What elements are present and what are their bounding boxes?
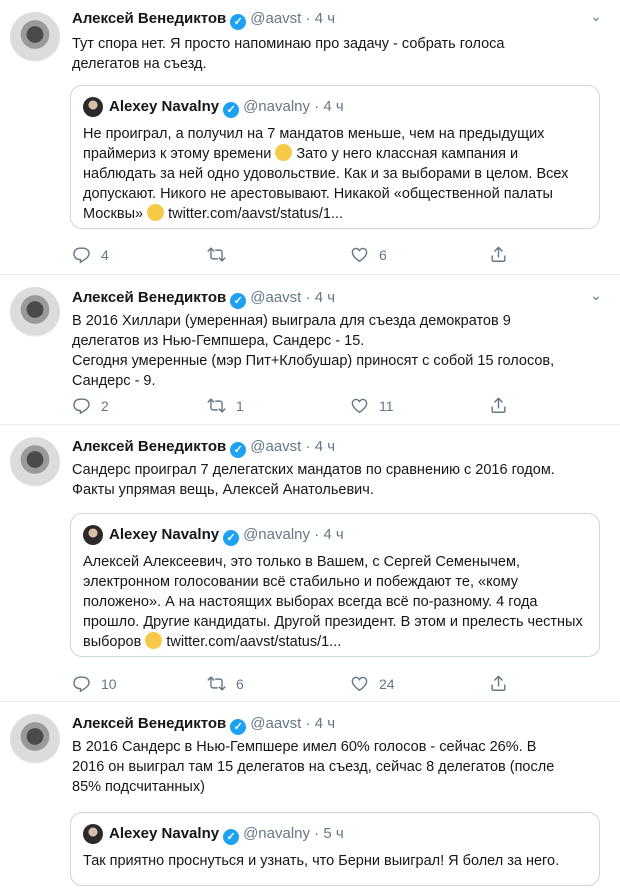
retweet-button[interactable] bbox=[207, 396, 244, 415]
timestamp: 4 ч bbox=[323, 98, 344, 115]
quoted-tweet-header bbox=[109, 825, 344, 845]
timestamp[interactable]: 4 ч bbox=[314, 438, 336, 455]
retweet-icon bbox=[207, 245, 226, 264]
quoted-text-part: Не проиграл, а получил на 7 мандатов меньше, чем на предыдущих праймериз к этому времени bbox=[83, 126, 545, 162]
tweet[interactable] bbox=[0, 425, 620, 701]
tweet-text: Сандерс проиграл 7 делегатских мандатов по сравнению с 2016 годом. Факты упрямая вещь, Алексей Анатольевич. bbox=[72, 462, 555, 498]
retweet-count: 1 bbox=[236, 397, 244, 414]
tweet-text: Тут спора нет. Я просто напоминаю про задачу - собрать голоса делегатов на съезд. bbox=[72, 36, 505, 72]
share-button[interactable] bbox=[489, 674, 508, 693]
tweet[interactable] bbox=[0, 0, 620, 274]
retweet-icon bbox=[207, 396, 226, 415]
quoted-text-part: Зато у него классная кампания и наблюдать за ней одно удовольствие. Как и за выборами в целом. Всех допускают. Никого не арестовывают. Никакой «общественной палаты Москвы» bbox=[83, 146, 569, 222]
quoted-tweet-header bbox=[109, 98, 344, 118]
verified-icon: ✓ bbox=[230, 442, 246, 458]
tweet[interactable] bbox=[0, 275, 620, 425]
author-name[interactable]: Алексей Венедиктов bbox=[72, 438, 227, 455]
tweet-header bbox=[72, 715, 335, 735]
author-name[interactable]: Алексей Венедиктов bbox=[72, 289, 227, 306]
author-name: Alexey Navalny bbox=[109, 98, 220, 115]
share-icon bbox=[489, 245, 508, 264]
quoted-tweet-header bbox=[109, 526, 344, 546]
share-icon bbox=[489, 396, 508, 415]
avatar[interactable] bbox=[10, 12, 60, 62]
like-count: 11 bbox=[379, 397, 394, 414]
tweet-header bbox=[72, 10, 335, 30]
quoted-tweet-text bbox=[83, 124, 583, 224]
heart-icon bbox=[350, 396, 369, 415]
dot-separator: · bbox=[314, 98, 320, 115]
reply-icon bbox=[72, 396, 91, 415]
avatar bbox=[83, 97, 103, 117]
reply-icon bbox=[72, 245, 91, 264]
avatar[interactable] bbox=[10, 287, 60, 337]
share-icon bbox=[489, 674, 508, 693]
winking-face-emoji-icon bbox=[145, 632, 162, 649]
author-name: Alexey Navalny bbox=[109, 825, 220, 842]
quoted-tweet[interactable] bbox=[70, 85, 600, 229]
tweet-text: В 2016 Хиллари (умеренная) выиграла для съезда демократов 9 делегатов из Нью-Гемпшера, Сандерс - 15. Сегодня умеренные (мэр Пит+Клобушар) приносят с собой 15 голосов, Сандерс - 9. bbox=[72, 313, 555, 389]
avatar[interactable] bbox=[10, 437, 60, 487]
author-handle[interactable]: @aavst bbox=[250, 289, 302, 306]
share-button[interactable] bbox=[489, 396, 508, 415]
avatar bbox=[83, 525, 103, 545]
share-button[interactable] bbox=[489, 245, 508, 264]
verified-icon: ✓ bbox=[223, 102, 239, 118]
author-handle: @navalny bbox=[243, 825, 311, 842]
tweet-actions bbox=[72, 245, 532, 265]
dot-separator: · bbox=[314, 825, 320, 842]
author-name[interactable]: Алексей Венедиктов bbox=[72, 715, 227, 732]
reply-count: 2 bbox=[101, 397, 109, 414]
tweet-header bbox=[72, 289, 335, 309]
like-button[interactable] bbox=[350, 674, 395, 693]
verified-icon: ✓ bbox=[230, 14, 246, 30]
retweet-button[interactable] bbox=[207, 245, 236, 264]
dot-separator: · bbox=[314, 526, 320, 543]
retweet-button[interactable] bbox=[207, 674, 244, 693]
verified-icon: ✓ bbox=[230, 293, 246, 309]
tweet-link[interactable]: twitter.com/aavst/status/1... bbox=[168, 206, 344, 222]
timestamp[interactable]: 4 ч bbox=[314, 715, 336, 732]
reply-button[interactable] bbox=[72, 245, 109, 264]
retweet-count: 6 bbox=[236, 675, 244, 692]
tweet-header bbox=[72, 438, 335, 458]
quoted-tweet-text: Так приятно проснуться и узнать, что Берни выиграл! Я болел за него. bbox=[83, 853, 560, 869]
author-handle: @navalny bbox=[243, 98, 311, 115]
dot-separator: · bbox=[305, 289, 311, 306]
tweet[interactable] bbox=[0, 702, 620, 896]
timestamp[interactable]: 4 ч bbox=[314, 289, 336, 306]
heart-icon bbox=[350, 245, 369, 264]
quoted-tweet-text bbox=[83, 552, 583, 652]
like-button[interactable] bbox=[350, 245, 387, 264]
timestamp: 5 ч bbox=[323, 825, 344, 842]
verified-icon: ✓ bbox=[223, 829, 239, 845]
like-count: 24 bbox=[379, 675, 395, 692]
timestamp: 4 ч bbox=[323, 526, 344, 543]
author-handle[interactable]: @aavst bbox=[250, 438, 302, 455]
like-button[interactable] bbox=[350, 396, 394, 415]
author-handle: @navalny bbox=[243, 526, 311, 543]
author-handle[interactable]: @aavst bbox=[250, 715, 302, 732]
dot-separator: · bbox=[305, 10, 311, 27]
winking-face-emoji-icon bbox=[147, 204, 164, 221]
tweet-actions bbox=[72, 674, 532, 694]
author-handle[interactable]: @aavst bbox=[250, 10, 302, 27]
more-options-icon[interactable]: ⌄ bbox=[590, 8, 602, 24]
quoted-text-part: Алексей Алексеевич, это только в Вашем, с Сергей Семенычем, электронном голосовании всё стабильно и побеждают те, «кому положено». А на настоящих выборах всегда всё по-разному. 4 года прошло. Другие кандидаты. Другой президент. В этом и прелесть честных выборов bbox=[83, 554, 583, 650]
avatar bbox=[83, 824, 103, 844]
quoted-tweet[interactable] bbox=[70, 513, 600, 657]
verified-icon: ✓ bbox=[223, 530, 239, 546]
dot-separator: · bbox=[305, 438, 311, 455]
slightly-frowning-face-emoji-icon bbox=[275, 144, 292, 161]
reply-count: 10 bbox=[101, 675, 117, 692]
reply-button[interactable] bbox=[72, 674, 117, 693]
tweet-actions bbox=[72, 396, 532, 416]
like-count: 6 bbox=[379, 246, 387, 263]
reply-icon bbox=[72, 674, 91, 693]
verified-icon: ✓ bbox=[230, 719, 246, 735]
dot-separator: · bbox=[305, 715, 311, 732]
quoted-tweet[interactable] bbox=[70, 812, 600, 886]
author-name: Alexey Navalny bbox=[109, 526, 220, 543]
more-options-icon[interactable]: ⌄ bbox=[590, 287, 602, 303]
retweet-icon bbox=[207, 674, 226, 693]
tweet-link[interactable]: twitter.com/aavst/status/1... bbox=[166, 634, 342, 650]
reply-button[interactable] bbox=[72, 396, 109, 415]
reply-count: 4 bbox=[101, 246, 109, 263]
author-name[interactable]: Алексей Венедиктов bbox=[72, 10, 227, 27]
timestamp[interactable]: 4 ч bbox=[314, 10, 336, 27]
avatar[interactable] bbox=[10, 714, 60, 764]
heart-icon bbox=[350, 674, 369, 693]
tweet-text: В 2016 Сандерс в Нью-Гемпшере имел 60% голосов - сейчас 26%. В 2016 он выиграл там 15 делегатов на съезд, сейчас 8 делегатов (после 85% подсчитанных) bbox=[72, 739, 555, 795]
